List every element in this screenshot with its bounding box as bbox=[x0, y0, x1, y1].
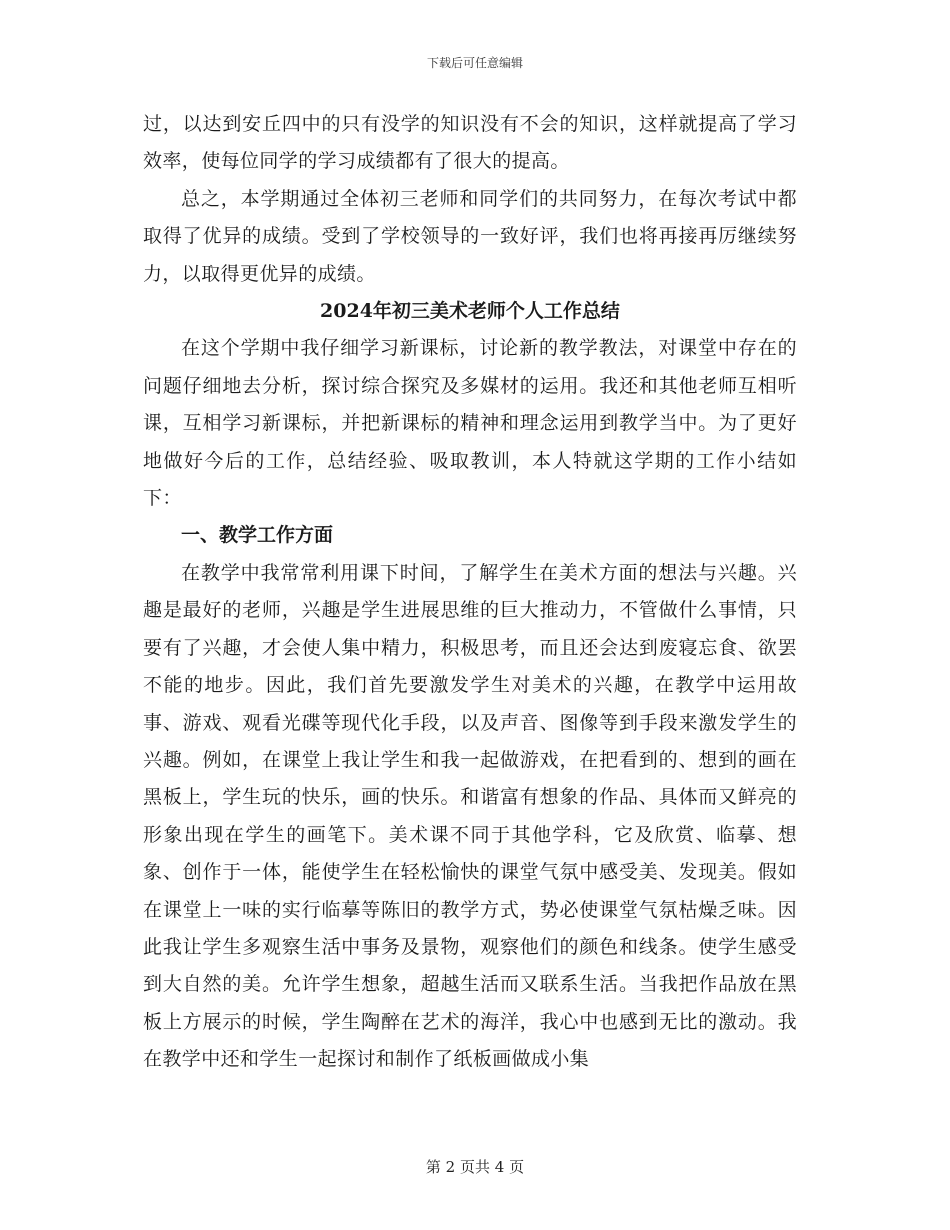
document-title: 2024年初三美术老师个人工作总结 bbox=[320, 300, 620, 323]
paragraph-conclusion: 总之，本学期通过全体初三老师和同学们的共同努力，在每次考试中都取得了优异的成绩。受到了学校领导的一致好评，我们也将再接再厉继续努力，以取得更优异的成绩。 bbox=[143, 187, 797, 285]
paragraph-intro: 在这个学期中我仔细学习新课标，讨论新的教学教法，对课堂中存在的问题仔细地去分析，探讨综合探究及多媒材的运用。我还和其他老师互相听课，互相学习新课标，并把新课标的精神和理念运用到教学当中。为了更好地做好今后的工作，总结经验、吸取教训，本人特就这学期的工作小结如下： bbox=[143, 337, 797, 510]
paragraph-continuation: 过，以达到安丘四中的只有没学的知识没有不会的知识，这样就提高了学习效率，使每位同学的学习成绩都有了很大的提高。 bbox=[143, 113, 797, 173]
paragraph-teaching: 在教学中我常常利用课下时间，了解学生在美术方面的想法与兴趣。兴趣是最好的老师，兴趣是学生进展思维的巨大推动力，不管做什么事情，只要有了兴趣，才会使人集中精力，积极思考，而且还会达到废寝忘食、欲罢不能的地步。因此，我们首先要激发学生对美术的兴趣，在教学中运用故事、游戏、观看光碟等现代化手段，以及声音、图像等到手段来激发学生的兴趣。例如，在课堂上我让学生和我一起做游戏，在把看到的、想到的画在黑板上，学生玩的快乐，画的快乐。和谐富有想象的作品、具体而又鲜亮的形象出现在学生的画笔下。美术课不同于其他学科，它及欣赏、临摹、想象、创作于一体，能使学生在轻松愉快的课堂气氛中感受美、发现美。假如在课堂上一味的实行临摹等陈旧的教学方式，势必使课堂气氛枯燥乏味。因此我让学生多观察生活中事务及景物，观察他们的颜色和线条。使学生感受到大自然的美。允许学生想象，超越生活而又联系生活。当我把作品放在黑板上方展示的时候，学生陶醉在艺术的海洋，我心中也感到无比的激动。我在教学中还和学生一起探讨和制作了纸板画做成小集 bbox=[143, 561, 797, 1071]
page-number-footer: 第 2 页共 4 页 bbox=[425, 1158, 525, 1176]
section-heading-teaching: 一、教学工作方面 bbox=[181, 524, 334, 547]
page-header-note: 下载后可任意编辑 bbox=[426, 56, 523, 70]
document-body bbox=[143, 106, 797, 1079]
